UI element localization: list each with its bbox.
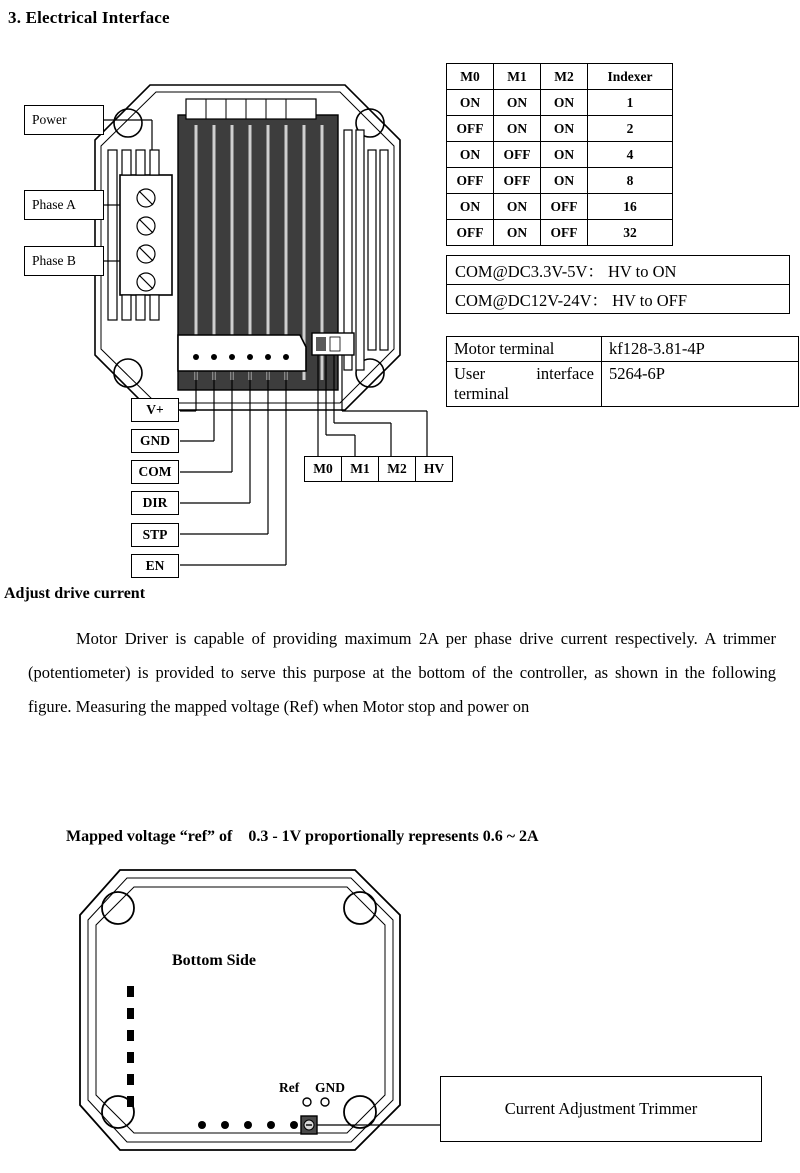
pin-m0: M0 [305, 457, 342, 481]
indexer-header-m2: M2 [541, 64, 588, 90]
cell-m1: ON [494, 90, 541, 116]
mapped-voltage-note: Mapped voltage “ref” of 0.3 - 1V proportionally represents 0.6 ~ 2A [66, 828, 539, 845]
callout-pin-en-label: EN [145, 558, 165, 573]
callout-pin-dir [131, 491, 179, 515]
page-title: 3. Electrical Interface [8, 8, 170, 27]
indexer-header-m0: M0 [447, 64, 494, 90]
com-row-33v-5v: COM@DC3.3V-5V： HV to ON [447, 256, 790, 285]
table-row [447, 142, 673, 168]
terminal-label-motor: Motor terminal [447, 337, 602, 362]
cell-m0: ON [447, 194, 494, 220]
pin-m1: M1 [342, 457, 379, 481]
table-row [447, 362, 799, 407]
callout-phase-a-label: Phase A [32, 197, 76, 212]
callout-pin-stp [131, 523, 179, 547]
terminal-label-user-interface-line2: terminal [454, 384, 509, 403]
terminal-spec-table [446, 336, 799, 407]
cell-m1: ON [494, 220, 541, 246]
cell-m1: ON [494, 116, 541, 142]
indexer-table [446, 63, 673, 246]
indexer-header-indexer: Indexer [588, 64, 673, 90]
cell-m0: ON [447, 142, 494, 168]
gnd-pad-label: GND [315, 1080, 345, 1095]
callout-pin-dir-label: DIR [142, 495, 168, 510]
cell-m2: ON [541, 142, 588, 168]
cell-indexer: 2 [588, 116, 673, 142]
table-row [447, 337, 799, 362]
cell-indexer: 32 [588, 220, 673, 246]
cell-m1: ON [494, 194, 541, 220]
callout-phase-b-label: Phase B [32, 253, 76, 268]
cell-indexer: 16 [588, 194, 673, 220]
callout-pin-com-label: COM [138, 464, 172, 479]
callout-pin-gnd-label: GND [140, 433, 170, 448]
cell-indexer: 1 [588, 90, 673, 116]
callout-pin-stp-label: STP [142, 527, 168, 542]
terminal-value-user-interface: 5264-6P [602, 362, 799, 407]
pin-row-mode-select [304, 456, 453, 482]
cell-m0: OFF [447, 168, 494, 194]
cell-indexer: 8 [588, 168, 673, 194]
table-row [447, 285, 790, 314]
terminal-value-motor: kf128-3.81-4P [602, 337, 799, 362]
table-header-row [447, 64, 673, 90]
com-row-12v-24v: COM@DC12V-24V： HV to OFF [447, 285, 790, 314]
cell-indexer: 4 [588, 142, 673, 168]
callout-phase-a [24, 190, 104, 220]
callout-pin-vplus-label: V+ [146, 402, 164, 417]
cell-m0: ON [447, 90, 494, 116]
cell-m2: ON [541, 168, 588, 194]
cell-m1: OFF [494, 168, 541, 194]
table-row [447, 168, 673, 194]
table-row [447, 194, 673, 220]
adjust-drive-current-heading: Adjust drive current [4, 585, 146, 602]
cell-m0: OFF [447, 116, 494, 142]
bottom-side-diagram [70, 860, 450, 1160]
terminal-label-user-interface-line1: User interface [454, 364, 594, 383]
callout-power [24, 105, 104, 135]
table-row [447, 220, 673, 246]
cell-m2: ON [541, 90, 588, 116]
callout-pin-com [131, 460, 179, 484]
callout-current-adjustment-trimmer [440, 1076, 762, 1142]
callout-pin-gnd [131, 429, 179, 453]
callout-pin-vplus [131, 398, 179, 422]
bottom-side-label: Bottom Side [172, 952, 256, 969]
body-paragraph: Motor Driver is capable of providing maximum 2A per phase drive current respectively. A trimmer (potentiometer) is provided to serve this purpose at the bottom of the controller, as shown in the following figure. Measuring the mapped voltage (Ref) when Motor stop and power on [28, 629, 776, 716]
com-voltage-table [446, 255, 790, 314]
cell-m0: OFF [447, 220, 494, 246]
cell-m2: ON [541, 116, 588, 142]
table-row [447, 90, 673, 116]
table-row [447, 116, 673, 142]
callout-power-label: Power [32, 112, 67, 127]
cell-m2: OFF [541, 220, 588, 246]
indexer-header-m1: M1 [494, 64, 541, 90]
cell-m1: OFF [494, 142, 541, 168]
callout-current-adjustment-trimmer-label: Current Adjustment Trimmer [504, 1099, 698, 1118]
ref-pad-label: Ref [279, 1080, 300, 1095]
pin-m2: M2 [379, 457, 416, 481]
table-row [447, 256, 790, 285]
callout-phase-b [24, 246, 104, 276]
pin-hv: HV [423, 461, 445, 476]
cell-m2: OFF [541, 194, 588, 220]
callout-pin-en [131, 554, 179, 578]
terminal-label-user-interface [447, 362, 602, 407]
